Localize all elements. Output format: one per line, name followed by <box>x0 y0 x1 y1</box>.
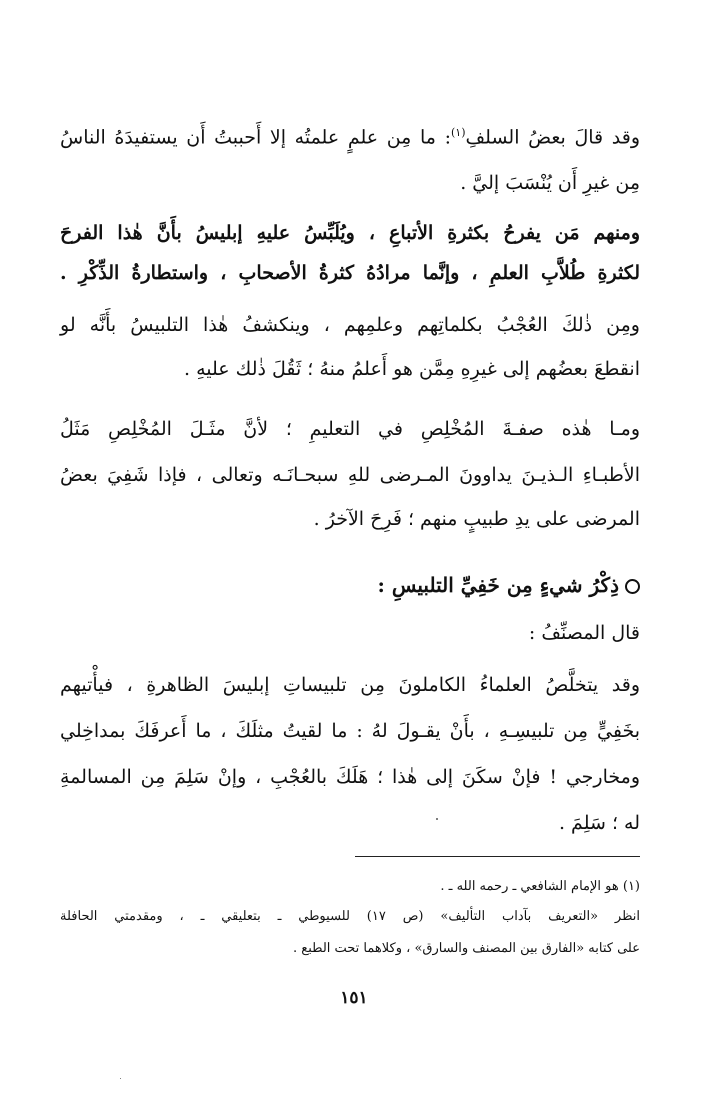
footnote-separator <box>355 856 640 857</box>
author-label: قال المصنِّفُ : <box>528 622 640 644</box>
footnote-1: (١) هو الإمام الشافعي ـ رحمه الله ـ . <box>440 879 640 894</box>
paragraph-1-line-2: مِن غيرِ أَن يُنْسَبَ إليَّ . <box>460 172 640 194</box>
paragraph-1-line-1-end: : ما مِن علمٍ علمتُه إلا أَحببتُ أَن يستفيدَهُ الناسُ <box>60 126 451 149</box>
paragraph-2-line-2: لكثرةِ طُلاَّبِ العلمِ ، وإنَّما مرادُهُ كثرةُ الأصحابِ ، واستطارةُ الذِّكْرِ . <box>60 262 640 284</box>
paragraph-4-line-3: المرضى على يدِ طبيبٍ منهم ؛ فَرِحَ الآخرُ . <box>313 508 640 530</box>
section-heading <box>60 570 640 604</box>
paragraph-4-line-2: الأطبـاءِ الـذيـنَ يداوونَ المـرضى للهِ سبحـانَـه وتعالى ، فإذا شَفِيَ بعضُ <box>60 464 640 486</box>
scan-speck <box>120 1078 121 1079</box>
paragraph-3-line-2: انقطعَ بعضُهم إلى غيرِهِ مِمَّن هو أَعلمُ منهُ ؛ ثَقُلَ ذٰلك عليهِ . <box>184 358 640 380</box>
paragraph-5-line-3: ومخارجي ! فإنْ سكَنَ إلى هٰذا ؛ هَلَكَ بالعُجْبِ ، وإنْ سَلِمَ مِن المسالمةِ <box>60 766 640 788</box>
paragraph-5-line-4: له ؛ سَلِمَ . <box>558 812 640 834</box>
paragraph-4-line-1: ومـا هٰذه صفـةَ المُخْلِصِ في التعليمِ ؛ لأنَّ مثَـلَ المُخْلِصِ مَثَلُ <box>60 418 640 440</box>
paragraph-5-line-2: بخَفِيٍّ مِن تلبيسِـهِ ، بأَنْ يقـولَ لهُ : ما لقيتُ مثلَكَ ، ما أَعرفَكَ بمداخِلي <box>60 720 640 742</box>
paragraph-1-line-1 <box>60 118 640 152</box>
footnote-marker-1: (١) <box>450 126 466 139</box>
paragraph-2-line-1: ومنهم مَن يفرحُ بكثرةِ الأتباعِ ، ويُلَبِّسُ عليهِ إبليسُ بأَنَّ هٰذا الفرحَ <box>60 222 640 244</box>
footnote-2-line-2: على كتابه «الفارق بين المصنف والسارق» ، وكلاهما تحت الطبع . <box>293 941 640 956</box>
page-number: ١٥١ <box>340 988 368 1008</box>
circle-bullet-icon <box>625 579 640 594</box>
scan-speck <box>436 818 438 820</box>
paragraph-5-line-1: وقد يتخلَّصُ العلماءُ الكاملونَ مِن تلبيساتِ إبليسَ الظاهرةِ ، فيأْتيهم <box>60 674 640 696</box>
paragraph-1-line-1-start: وقد قالَ بعضُ السلفِ <box>465 126 640 149</box>
section-heading-text: ذِكْرُ شيءٍ مِن خَفِيِّ التلبيسِ : <box>377 573 619 597</box>
paragraph-3-line-1: ومِن ذٰلكَ العُجْبُ بكلماتِهم وعلمِهم ، وينكشفُ هٰذا التلبيسُ بأَنَّه لو <box>60 314 640 336</box>
footnote-2-line-1: انظر «التعريف بآداب التأليف» (ص ١٧) للسيوطي ـ بتعليقي ـ ، ومقدمتي الحافلة <box>60 909 640 924</box>
